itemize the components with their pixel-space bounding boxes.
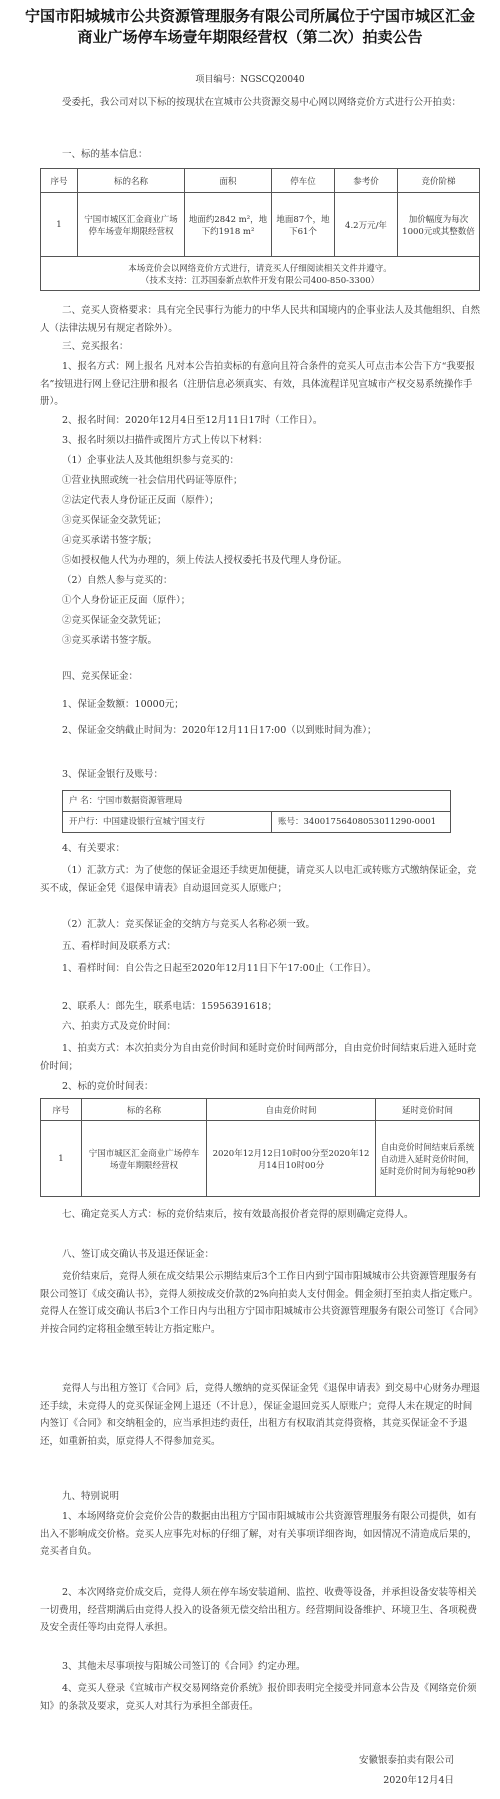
- deposit-deadline: 2、保证金交纳截止时间为：2020年12月11日17:00（以到账时间为准）；: [62, 725, 377, 736]
- section-2-qualification: 二、竞买人资格要求：具有完全民事行为能力的中华人民共和国境内的企事业法人及其他组织、自然人（法律法规另有规定者除外）。: [40, 305, 481, 334]
- cell-parking: 地面87个，地下61个: [272, 193, 335, 257]
- bidding-schedule-table: [40, 1098, 480, 1197]
- cell-name: 宁国市城区汇金商业广场停车场壹年期限经营权: [78, 193, 185, 257]
- remitter-requirement: （2）汇款人：竞买保证金的交纳方与竞买人名称必须一致。: [62, 919, 316, 930]
- col-header-reference-price: 参考价: [335, 169, 398, 193]
- col-header-index: 序号: [41, 169, 78, 193]
- material-item: ②法定代表人身份证正反面（原件）；: [62, 495, 219, 506]
- col-header-index: 序号: [41, 1099, 82, 1121]
- registration-materials: 3、报名时须以扫描件或图片方式上传以下材料：: [62, 435, 268, 446]
- cell-name: 宁国市城区汇金商业广场停车场壹年期限经营权: [82, 1121, 207, 1197]
- account-name-row: [62, 790, 451, 812]
- note-2: 2、本次网络竞价成交后，竞得人须在停车场安装道闸、监控、收费等设备，并承担设备安装等相关一切费用，经营期满后由竞得人投入的设备须无偿交给出租方。经营期间设备维护、环境卫生、各项税费及安全责任等均由竞得人承担。: [40, 1587, 478, 1634]
- account-bank: 开户行：中国建设银行宣城宁国支行: [69, 817, 206, 827]
- section-9-heading: 九、特别说明: [62, 1491, 120, 1502]
- page-title: 宁国市阳城城市公共资源管理服务有限公司所属位于宁国市城区汇金商业广场停车场壹年期限经营权（第二次）拍卖公告: [24, 7, 475, 46]
- table-note-line-2: （技术支持：江苏国泰新点软件开发有限公司400-850-3300）: [140, 275, 380, 286]
- note-3: 3、其他未尽事项按与阳城公司签订的《合同》约定办理。: [62, 1661, 306, 1672]
- deposit-bank-heading: 3、保证金银行及账号：: [62, 769, 164, 780]
- auction-method: 1、拍卖方式：本次拍卖分为自由竞价时间和延时竞价时间两部分，自由竞价时间结束后进入延时竞价时间；: [40, 1043, 477, 1072]
- material-item: ⑤如授权他人代为办理的，须上传法人授权委托书及代理人身份证。: [62, 555, 348, 566]
- registration-method: 1、报名方式：网上报名 凡对本公告拍卖标的有意向且符合条件的竞买人可点击本公告下方“我要报名”按钮进行网上登记注册和报名（注册信息必须真实、有效，具体流程详见宣城市产权交易系统操作手册）。: [40, 361, 475, 408]
- material-item: ③竞买承诺书签字版。: [62, 635, 158, 646]
- material-item: ④竞买承诺书签字版；: [62, 535, 158, 546]
- table-note: [41, 257, 480, 291]
- cell-area: 地面约2842 m²，地下约1918 m²: [185, 193, 272, 257]
- material-item: ①个人身份证正反面（原件）；: [62, 595, 191, 606]
- contract-paragraph-2: 竞得人与出租方签订《合同》后，竞得人缴纳的竞买保证金凭《退保申请表》到交易中心财务办理退还手续，未竞得人的竞买保证金网上退还（不计息），保证金退回竞买人原账户；竞得人未在规定的时间内签订《合同》和交纳租金的，应当承担违约责任，出租方有权取消其竞得资格，其竞买保证金不予退还，如重新拍卖，原竞得人不得参加竞买。: [40, 1383, 481, 1447]
- col-header-name: 标的名称: [78, 169, 185, 193]
- bank-account-table: [62, 790, 451, 833]
- account-name: 户 名：宁国市数据资源管理局: [69, 796, 183, 806]
- materials-individual-heading: （2）自然人参与竞买的：: [62, 575, 173, 586]
- registration-time: 2、报名时间：2020年12月4日至12月11日17时（工作日）。: [62, 415, 323, 426]
- intro-paragraph: 受委托，我公司对以下标的按现状在宣城市公共资源交易中心网以网络竞价方式进行公开拍卖：: [62, 97, 462, 108]
- contact-info: 2、联系人：郎先生，联系电话：15956391618；: [62, 1001, 278, 1012]
- section-1-heading: 一、标的基本信息：: [62, 149, 148, 160]
- section-7-winner: 七、确定竞买人方式：标的竞价结束后，按有效最高报价者竞得的原则确定竞得人。: [62, 1209, 414, 1220]
- project-code: 项目编号：NGSCQ20040: [195, 75, 305, 85]
- account-bank-row: [62, 812, 451, 833]
- material-item: ②竞买保证金交款凭证；: [62, 615, 167, 626]
- cell-index: 1: [41, 1121, 82, 1197]
- note-4: 4、竞买人登录《宣城市产权交易网络竞价系统》报价即表明完全接受并同意本公告及《网络竞价须知》的条款及要求，竞买人对其行为承担全部责任。: [40, 1683, 477, 1712]
- col-header-extended-bidding: 延时竞价时间: [376, 1099, 480, 1121]
- material-item: ③竞买保证金交款凭证；: [62, 515, 167, 526]
- section-4-heading: 四、竞买保证金：: [62, 671, 139, 682]
- section-8-heading: 八、签订成交确认书及退还保证金：: [62, 1249, 215, 1260]
- viewing-time: 1、看样时间：自公告之日起至2020年12月11日下午17:00止（工作日）。: [62, 963, 377, 974]
- section-5-heading: 五、看样时间及联系方式：: [62, 941, 177, 952]
- cell-free-bidding: 2020年12月12日10时00分至2020年12月14日10时00分: [207, 1121, 376, 1197]
- col-header-name: 标的名称: [82, 1099, 207, 1121]
- cell-extended-bidding: 自由竞价时间结束后系统自动进入延时竞价时间，延时竞价时间为每轮90秒: [376, 1121, 480, 1197]
- contract-paragraph-1: 竞价结束后，竞得人须在成交结果公示期结束后3个工作日内到宁国市阳城城市公共资源管理服务有限公司签订《成交确认书》，竞得人须按成交价款的2%向拍卖人支付佣金。佣金须打至拍卖人指定账户。竞得人在签订成交确认书后3个工作日内与出租方宁国市阳城城市公共资源管理服务有限公司签订《合同》并按合同约定将租金缴至转让方指定账户。: [40, 1271, 479, 1335]
- account-number: 账号：34001756408053011290-0001: [271, 812, 436, 832]
- remittance-method: （1）汇款方式：为了使您的保证金退还手续更加便捷，请竞买人以电汇或转账方式缴纳保证金，竞买不成，保证金凭《退保申请表》自动退回竞买人原账户；: [40, 865, 477, 894]
- requirements-heading: 4、有关要求：: [62, 843, 126, 854]
- table-row: [41, 1121, 480, 1197]
- signature-date: 2020年12月4日: [383, 1775, 454, 1786]
- col-header-area: 面积: [185, 169, 272, 193]
- signature-company: 安徽银泰拍卖有限公司: [358, 1755, 454, 1766]
- col-header-parking: 停车位: [272, 169, 335, 193]
- materials-enterprise-heading: （1）企事业法人及其他组织参与竞买的：: [62, 455, 240, 466]
- schedule-heading: 2、标的竞价时间表：: [62, 1081, 154, 1092]
- note-1: 1、本场网络竞价会竞价公告的数据由出租方宁国市阳城城市公共资源管理服务有限公司提供，如有出入不影响成交价格。竞买人应事先对标的仔细了解，对有关事项详细咨询，如因情况不清造成后果的，竞买者自负。: [40, 1511, 478, 1558]
- table-row: [41, 193, 480, 257]
- target-info-table: [40, 168, 480, 291]
- material-item: ①营业执照或统一社会信用代码证等原件；: [62, 475, 243, 486]
- cell-index: 1: [41, 193, 78, 257]
- col-header-bid-step: 竞价阶梯: [398, 169, 480, 193]
- section-6-heading: 六、拍卖方式及竞价时间：: [62, 1021, 177, 1032]
- table-note-line-1: 本场竞价会以网络竞价方式进行，请竞买人仔细阅读相关文件并遵守。: [128, 263, 392, 274]
- deposit-amount: 1、保证金数额：10000元；: [62, 699, 184, 710]
- section-3-heading: 三、竞买报名：: [62, 341, 129, 352]
- cell-reference-price: 4.2万元/年: [335, 193, 398, 257]
- cell-bid-step: 加价幅度为每次1000元或其整数倍: [398, 193, 480, 257]
- col-header-free-bidding: 自由竞价时间: [207, 1099, 376, 1121]
